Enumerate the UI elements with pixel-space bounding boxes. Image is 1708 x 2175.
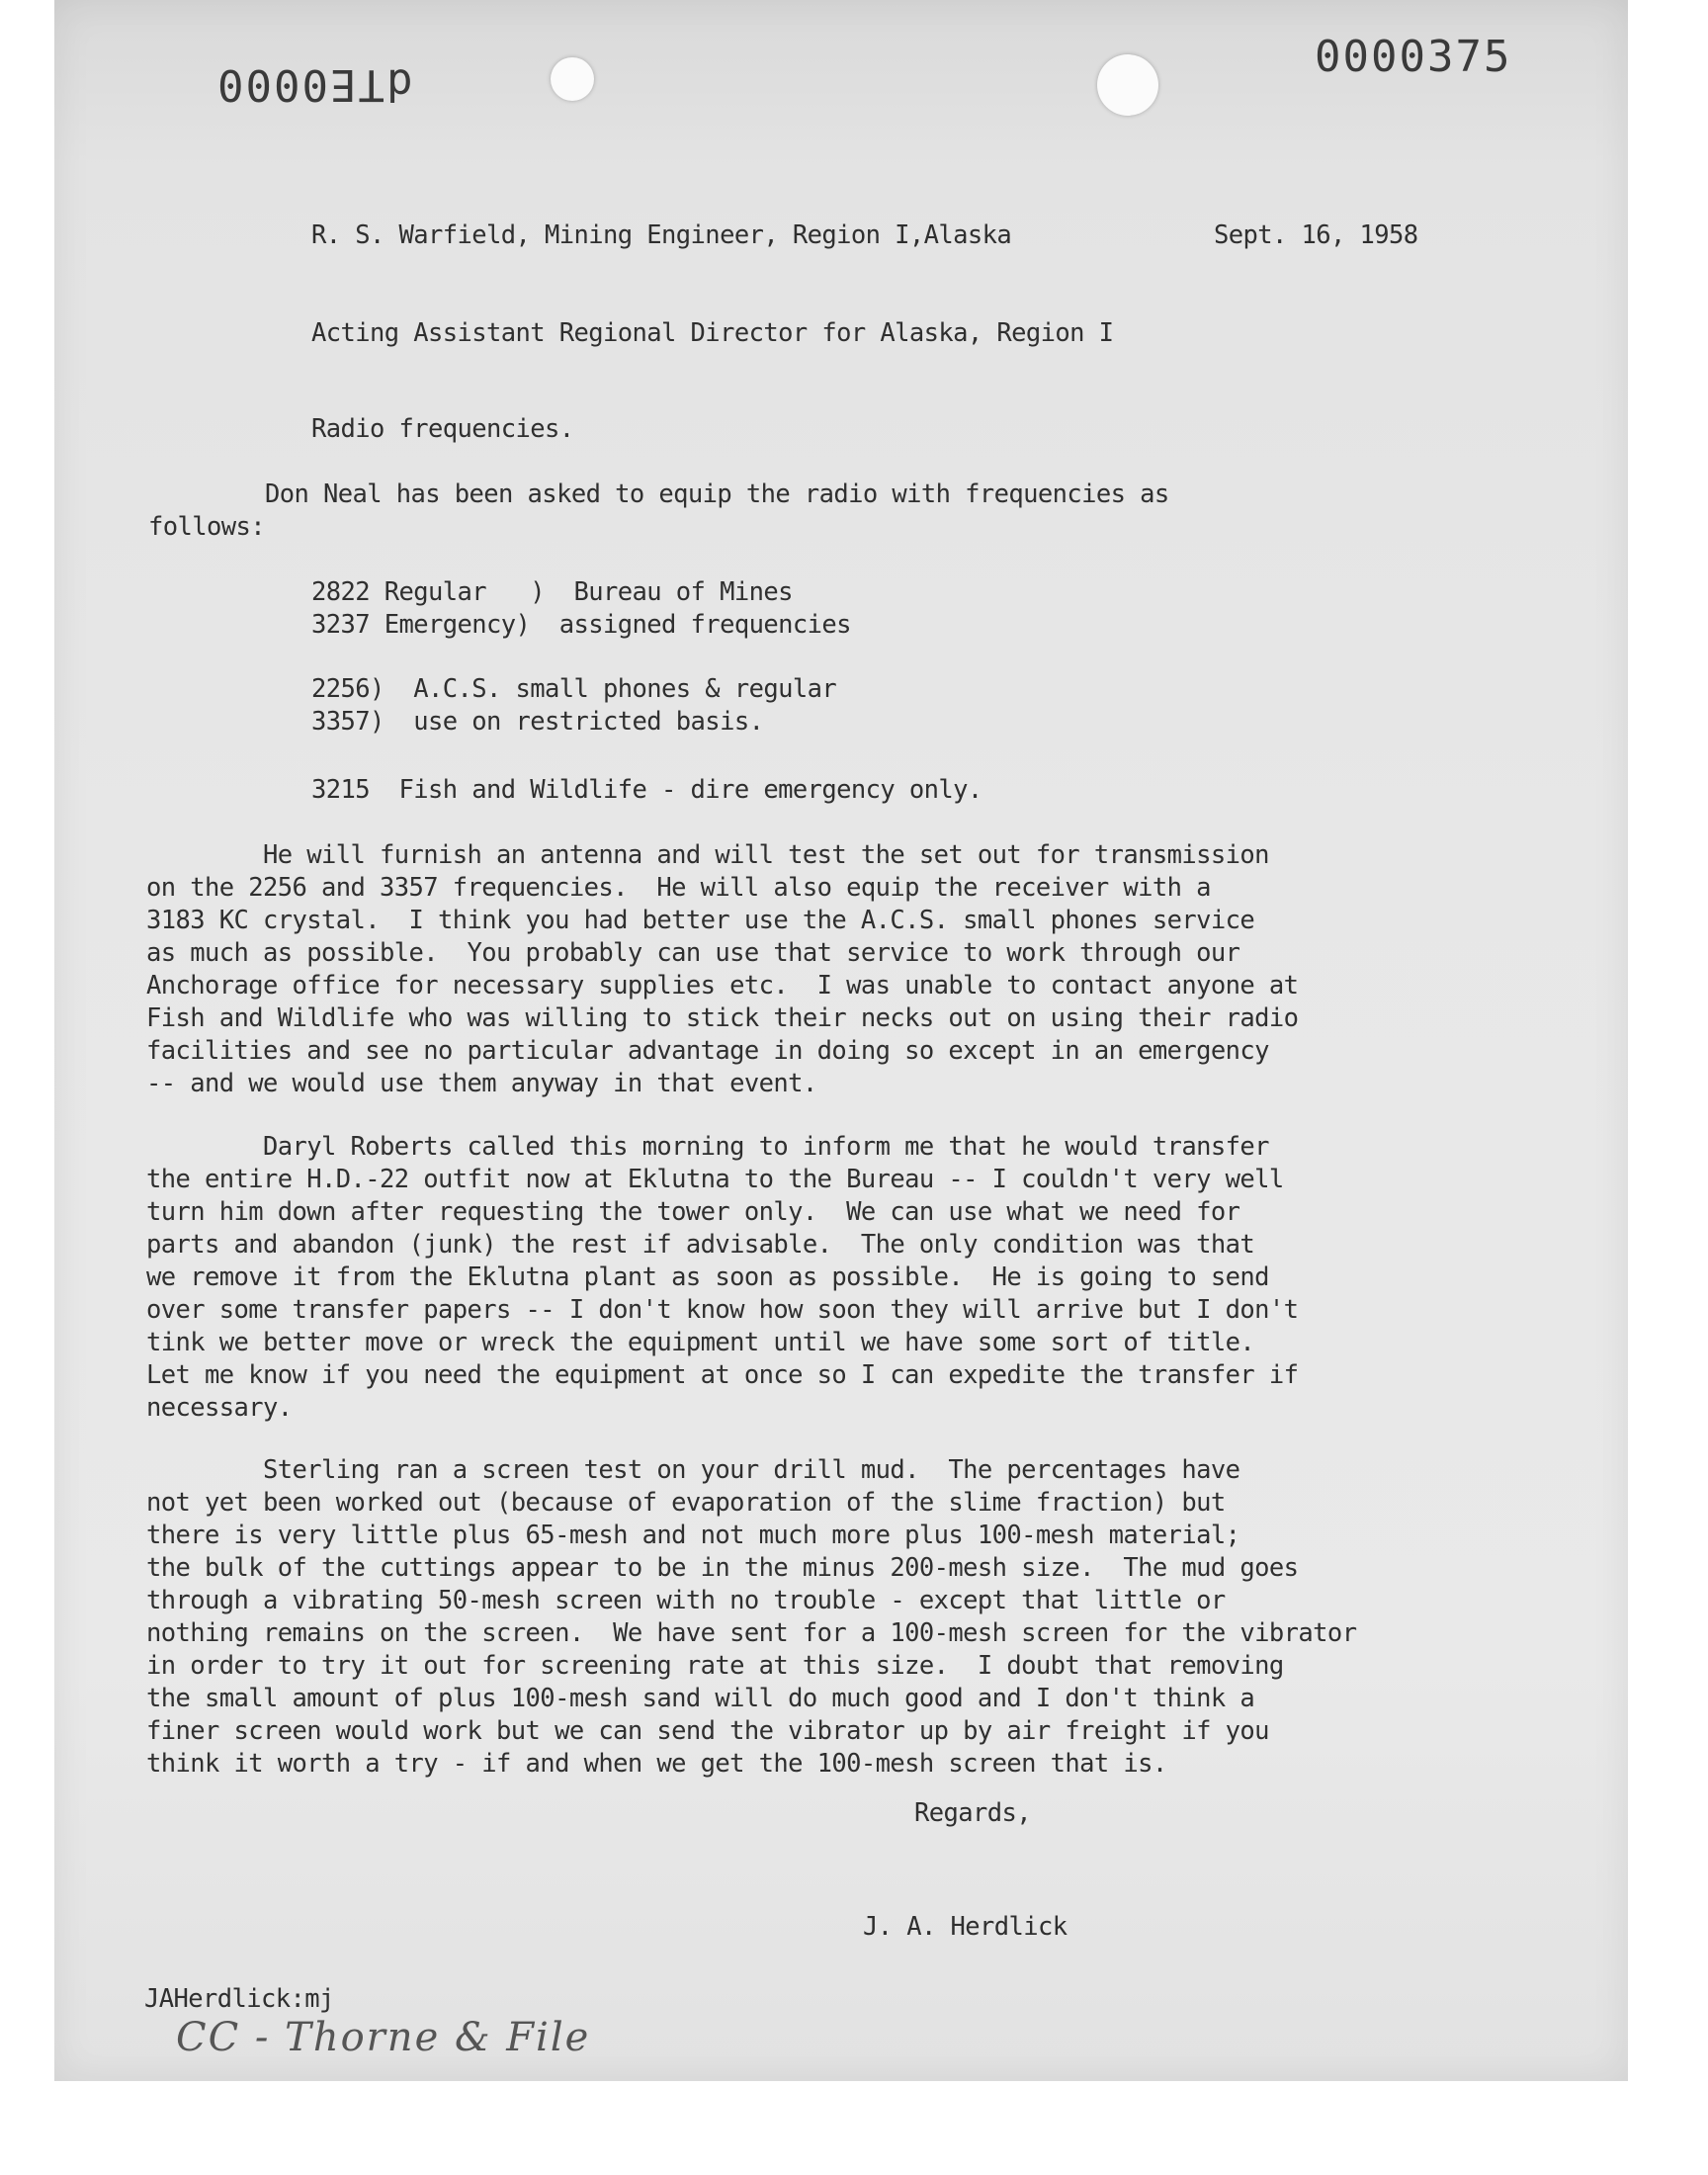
frequency-line: 3237 Emergency) assigned frequencies (311, 610, 851, 640)
paragraph-line: Fish and Wildlife who was willing to stick their necks out on using their radio (146, 1003, 1299, 1033)
body-paragraph-screen-test (146, 1454, 1356, 1781)
punch-hole-left (551, 57, 594, 101)
signature-name: J. A. Herdlick (863, 1912, 1068, 1942)
memo-date: Sept. 16, 1958 (1214, 220, 1418, 250)
frequency-group-1 (311, 576, 851, 642)
paragraph-line: tink we better move or wreck the equipment until we have some sort of title. (146, 1328, 1255, 1357)
page-stamp-number: 0000375 (1315, 32, 1512, 82)
paragraph-line: turn him down after requesting the tower only. We can use what we need for (146, 1197, 1240, 1227)
paragraph-line: nothing remains on the screen. We have sent for a 100-mesh screen for the vibrator (146, 1618, 1357, 1648)
frequency-group-2 (311, 673, 836, 739)
paragraph-line: as much as possible. You probably can use that service to work through our (146, 938, 1240, 968)
paragraph-line: on the 2256 and 3357 frequencies. He will also equip the receiver with a (146, 873, 1211, 903)
closing-salutation: Regards, (914, 1798, 1032, 1828)
memo-to-line: Acting Assistant Regional Director for Alaska, Region I (311, 318, 1114, 348)
frequency-line: 2822 Regular ) Bureau of Mines (311, 577, 793, 607)
paragraph-line: the entire H.D.-22 outfit now at Eklutna to the Bureau -- I couldn't very well (146, 1165, 1284, 1194)
frequency-line: 3215 Fish and Wildlife - dire emergency only. (311, 775, 982, 805)
paragraph-line: He will furnish an antenna and will test the set out for transmission (146, 840, 1269, 870)
intro-line: follows: (148, 512, 266, 542)
paragraph-line: over some transfer papers -- I don't know how soon they will arrive but I don't (146, 1295, 1299, 1325)
memo-from-line: R. S. Warfield, Mining Engineer, Region I,Alaska (311, 220, 1012, 250)
frequency-line: 2256) A.C.S. small phones & regular (311, 674, 837, 704)
body-paragraph-equipment (146, 1131, 1298, 1425)
punch-hole-right (1097, 54, 1158, 116)
intro-paragraph (148, 478, 1169, 544)
paragraph-line: through a vibrating 50-mesh screen with no trouble - except that little or (146, 1586, 1226, 1615)
typist-initials: JAHerdlick:mj (144, 1984, 334, 2014)
paragraph-line: Sterling ran a screen test on your drill mud. The percentages have (146, 1455, 1240, 1485)
mirrored-stamp-number: dTE0000 (215, 59, 413, 110)
paragraph-line: necessary. (146, 1393, 293, 1423)
paragraph-line: there is very little plus 65-mesh and not much more plus 100-mesh material; (146, 1521, 1240, 1550)
paragraph-line: -- and we would use them anyway in that event. (146, 1069, 817, 1098)
paragraph-line: facilities and see no particular advantage in doing so except in an emergency (146, 1036, 1269, 1066)
body-paragraph-antenna (146, 839, 1298, 1100)
paragraph-line: Anchorage office for necessary supplies etc. I was unable to contact anyone at (146, 971, 1299, 1000)
paragraph-line: the bulk of the cuttings appear to be in the minus 200-mesh size. The mud goes (146, 1553, 1299, 1583)
paragraph-line: 3183 KC crystal. I think you had better use the A.C.S. small phones service (146, 906, 1255, 935)
frequency-line: 3357) use on restricted basis. (311, 707, 764, 737)
intro-line: Don Neal has been asked to equip the radio with frequencies as (148, 479, 1169, 509)
paragraph-line: in order to try it out for screening rate at this size. I doubt that removing (146, 1651, 1284, 1681)
paragraph-line: the small amount of plus 100-mesh sand will do much good and I don't think a (146, 1684, 1255, 1713)
paragraph-line: not yet been worked out (because of evaporation of the slime fraction) but (146, 1488, 1226, 1518)
handwritten-cc-note: CC - Thorne & File (176, 2015, 591, 2060)
paragraph-line: parts and abandon (junk) the rest if advisable. The only condition was that (146, 1230, 1255, 1260)
paragraph-line: finer screen would work but we can send the vibrator up by air freight if you (146, 1716, 1269, 1746)
paragraph-line: think it worth a try - if and when we get the 100-mesh screen that is. (146, 1749, 1167, 1779)
frequency-group-3 (311, 774, 982, 807)
paragraph-line: we remove it from the Eklutna plant as soon as possible. He is going to send (146, 1262, 1269, 1292)
paragraph-line: Daryl Roberts called this morning to inform me that he would transfer (146, 1132, 1269, 1162)
paragraph-line: Let me know if you need the equipment at once so I can expedite the transfer if (146, 1360, 1299, 1390)
memo-subject: Radio frequencies. (311, 414, 574, 444)
